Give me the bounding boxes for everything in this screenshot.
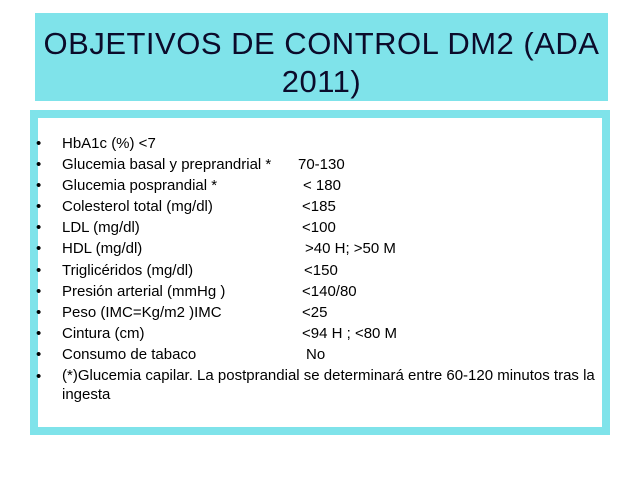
item-value: >40 H; >50 M (305, 240, 396, 257)
bullet-icon: • (36, 156, 42, 173)
item-value: No (306, 346, 326, 363)
list-item (0, 344, 638, 365)
item-label: Glucemia posprandial * (62, 177, 218, 194)
item-label: Cintura (cm) (62, 325, 145, 342)
list-item (0, 281, 638, 302)
bullet-icon: • (36, 304, 42, 321)
item-label: Presión arterial (mmHg ) (62, 283, 226, 300)
list-item (0, 196, 638, 217)
item-value: <100 (302, 219, 336, 236)
list-item (0, 154, 638, 175)
title-banner (35, 13, 608, 101)
bullet-icon: • (36, 283, 42, 300)
bullet-icon: • (36, 325, 42, 342)
bullet-icon: • (36, 177, 42, 194)
list-item-note (0, 366, 638, 408)
list-item (0, 175, 638, 196)
item-value: <25 (302, 304, 328, 321)
item-value: <185 (302, 198, 336, 215)
item-label: Peso (IMC=Kg/m2 )IMC (62, 304, 222, 321)
list-item (0, 323, 638, 344)
item-label: HbA1c (%) <7 (62, 135, 156, 152)
item-value: <140/80 (302, 283, 357, 300)
item-value: < 180 (303, 177, 341, 194)
item-label: Consumo de tabaco (62, 346, 197, 363)
item-label: HDL (mg/dl) (62, 240, 143, 257)
item-label: Colesterol total (mg/dl) (62, 198, 213, 215)
bullet-icon: • (36, 262, 42, 279)
item-value: <94 H ; <80 M (302, 325, 398, 342)
item-label: LDL (mg/dl) (62, 219, 140, 236)
bullet-icon: • (36, 219, 42, 236)
bullet-icon: • (36, 135, 42, 152)
item-value: <150 (304, 262, 338, 279)
list-item (0, 133, 638, 154)
item-label: Triglicéridos (mg/dl) (62, 262, 194, 279)
bullet-icon: • (36, 240, 42, 257)
bullet-icon: • (36, 198, 42, 215)
slide-title: OBJETIVOS DE CONTROL DM2 (ADA 2011) (43, 26, 600, 99)
list-item (0, 302, 638, 323)
item-label: Glucemia basal y preprandrial * (62, 156, 272, 173)
list-item (0, 260, 638, 281)
bullet-icon: • (36, 368, 42, 385)
footnote-text: (*)Glucemia capilar. La postprandial se determinará entre 60-120 minutos tras la ingesta (62, 367, 595, 403)
bullet-icon: • (36, 346, 42, 363)
list-item (0, 217, 638, 238)
item-value: 70-130 (298, 156, 345, 173)
list-item (0, 238, 638, 259)
